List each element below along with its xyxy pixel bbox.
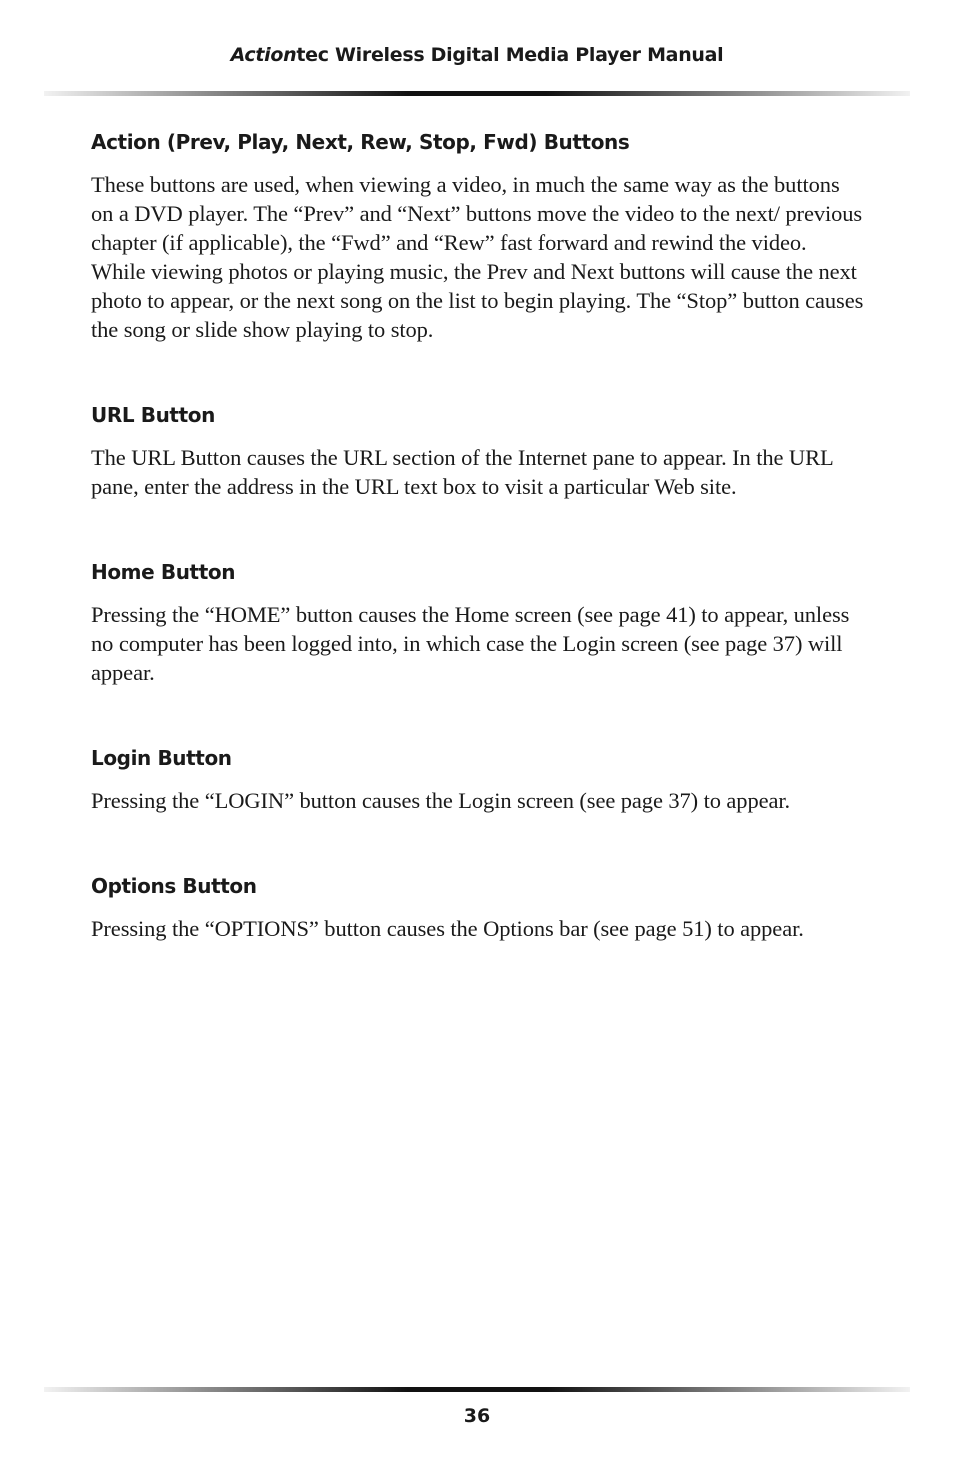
section-url-button [91,399,866,501]
header-brand: Action [230,44,297,66]
page-number: 36 [463,1405,491,1427]
section-paragraph: These buttons are used, when viewing a video, in much the same way as the buttons on a DVD player. The “Prev” and “Next” buttons move the video to the next/ previous chapter (if applicable), the “Fwd” and “Rew” fast forward and rewind the video. [91,172,863,255]
header-title: tec Wireless Digital Media Player Manual [296,44,724,66]
section-paragraph: Pressing the “HOME” button causes the Home screen (see page 41) to appear, unless no computer has been logged into, in which case the Login screen (see page 37) will appear. [91,602,850,685]
section-options-button [91,870,866,943]
section-login-button [91,742,866,815]
section-action-buttons [91,126,866,344]
section-paragraph: While viewing photos or playing music, the Prev and Next buttons will cause the next photo to appear, or the next song on the list to begin playing. The “Stop” button causes the song or slide show playing to stop. [91,259,864,342]
section-heading: Login Button [91,746,232,770]
section-heading: URL Button [91,403,215,427]
footer-divider [44,1387,910,1392]
section-home-button [91,556,866,687]
section-paragraph: The URL Button causes the URL section of the Internet pane to appear. In the URL pane, enter the address in the URL text box to visit a particular Web site. [91,445,833,499]
section-paragraph: Pressing the “OPTIONS” button causes the Options bar (see page 51) to appear. [91,916,804,941]
section-heading: Options Button [91,874,257,898]
section-heading: Home Button [91,560,236,584]
section-paragraph: Pressing the “LOGIN” button causes the Login screen (see page 37) to appear. [91,788,791,813]
page-header [0,44,954,66]
section-heading: Action (Prev, Play, Next, Rew, Stop, Fwd) Buttons [91,130,630,154]
page-body [91,126,866,943]
header-divider [44,91,910,96]
